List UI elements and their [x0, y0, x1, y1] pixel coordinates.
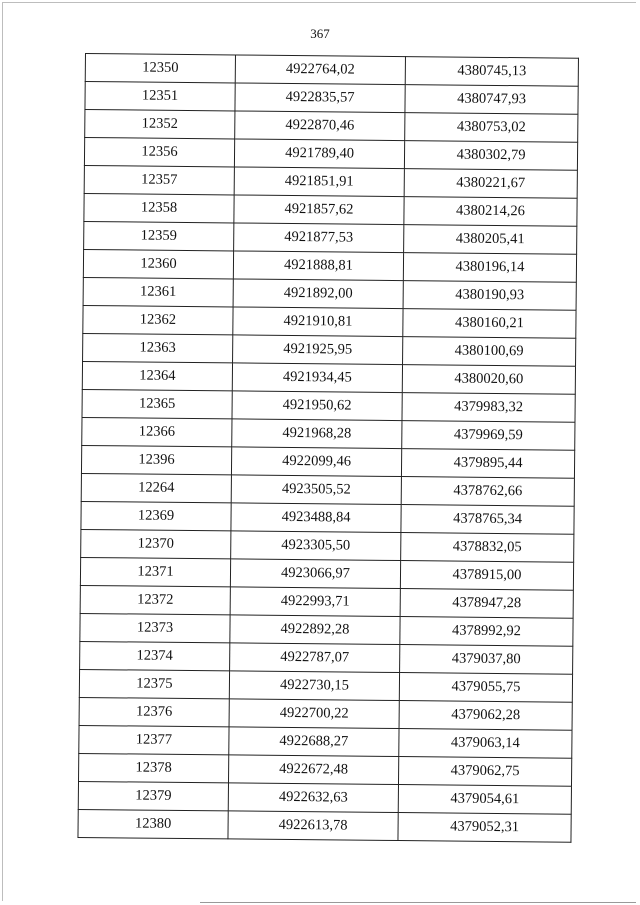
table-row	[79, 725, 572, 758]
x-coordinate-cell: 4922892,28	[230, 615, 400, 645]
y-coordinate-cell: 4378762,66	[401, 477, 574, 507]
x-coordinate-cell: 4922099,46	[231, 447, 401, 477]
coordinates-table	[77, 53, 579, 843]
y-coordinate-cell: 4380745,13	[405, 57, 578, 87]
y-coordinate-cell: 4380302,79	[404, 141, 577, 171]
point-number-cell: 12351	[85, 82, 235, 111]
y-coordinate-cell: 4378915,00	[400, 561, 573, 591]
x-coordinate-cell: 4922672,48	[229, 755, 399, 785]
x-coordinate-cell: 4923305,50	[231, 531, 401, 561]
point-number-cell: 12378	[79, 753, 229, 782]
point-number-cell: 12356	[84, 138, 234, 167]
table-row	[83, 333, 576, 366]
table-row	[82, 361, 575, 394]
point-number-cell: 12358	[84, 193, 234, 222]
y-coordinate-cell: 4380753,02	[405, 113, 578, 143]
table-row	[84, 165, 577, 198]
point-number-cell: 12376	[79, 697, 229, 726]
y-coordinate-cell: 4380020,60	[402, 365, 575, 395]
x-coordinate-cell: 4921888,81	[233, 251, 403, 281]
table-row	[80, 585, 573, 618]
table-row	[83, 249, 576, 282]
point-number-cell: 12379	[78, 781, 228, 810]
y-coordinate-cell: 4379054,61	[398, 785, 571, 815]
x-coordinate-cell: 4922787,07	[230, 643, 400, 673]
point-number-cell: 12370	[81, 529, 231, 558]
table-row	[80, 613, 573, 646]
point-number-cell: 12363	[83, 333, 233, 362]
point-number-cell: 12396	[81, 445, 231, 474]
y-coordinate-cell: 4379969,59	[402, 421, 575, 451]
point-number-cell: 12362	[83, 305, 233, 334]
table-row	[85, 110, 578, 143]
table-row	[79, 753, 572, 786]
y-coordinate-cell: 4380747,93	[405, 85, 578, 115]
point-number-cell: 12369	[81, 501, 231, 530]
page-number: 367	[310, 26, 330, 41]
y-coordinate-cell: 4379895,44	[401, 449, 574, 479]
point-number-cell: 12357	[84, 165, 234, 194]
x-coordinate-cell: 4922688,27	[229, 727, 399, 757]
point-number-cell: 12371	[80, 557, 230, 586]
y-coordinate-cell: 4380214,26	[404, 197, 577, 227]
table-row	[78, 809, 571, 842]
x-coordinate-cell: 4922870,46	[235, 111, 405, 141]
x-coordinate-cell: 4921934,45	[232, 363, 402, 393]
x-coordinate-cell: 4921892,00	[233, 279, 403, 309]
table-row	[84, 221, 577, 254]
y-coordinate-cell: 4380196,14	[403, 253, 576, 283]
table-row	[81, 529, 574, 562]
x-coordinate-cell: 4921950,62	[232, 391, 402, 421]
y-coordinate-cell: 4379063,14	[399, 729, 572, 759]
y-coordinate-cell: 4380190,93	[403, 281, 576, 311]
table-row	[81, 473, 574, 506]
x-coordinate-cell: 4923488,84	[231, 503, 401, 533]
x-coordinate-cell: 4921910,81	[233, 307, 403, 337]
table-row	[82, 417, 575, 450]
y-coordinate-cell: 4379062,75	[398, 757, 571, 787]
point-number-cell: 12361	[83, 277, 233, 306]
point-number-cell: 12372	[80, 585, 230, 614]
x-coordinate-cell: 4921925,95	[233, 335, 403, 365]
x-coordinate-cell: 4922764,02	[235, 55, 405, 85]
point-number-cell: 12350	[85, 54, 235, 83]
table-row	[85, 82, 578, 115]
y-coordinate-cell: 4380160,21	[403, 309, 576, 339]
y-coordinate-cell: 4378947,28	[400, 589, 573, 619]
y-coordinate-cell: 4378992,92	[400, 617, 573, 647]
y-coordinate-cell: 4380100,69	[403, 337, 576, 367]
y-coordinate-cell: 4379052,31	[398, 813, 571, 843]
x-coordinate-cell: 4923066,97	[230, 559, 400, 589]
table-row	[83, 277, 576, 310]
x-coordinate-cell: 4921851,91	[234, 167, 404, 197]
x-coordinate-cell: 4922835,57	[235, 83, 405, 113]
x-coordinate-cell: 4921968,28	[232, 419, 402, 449]
y-coordinate-cell: 4380205,41	[404, 225, 577, 255]
table-row	[82, 389, 575, 422]
point-number-cell: 12366	[82, 417, 232, 446]
x-coordinate-cell: 4921789,40	[234, 139, 404, 169]
table-row	[79, 697, 572, 730]
table-row	[80, 557, 573, 590]
y-coordinate-cell: 4379055,75	[399, 673, 572, 703]
point-number-cell: 12352	[85, 110, 235, 139]
coordinates-table-body	[78, 54, 579, 843]
page-bottom-edge	[200, 902, 636, 903]
point-number-cell: 12359	[84, 221, 234, 250]
x-coordinate-cell: 4921877,53	[234, 223, 404, 253]
y-coordinate-cell: 4379037,80	[400, 645, 573, 675]
point-number-cell: 12380	[78, 809, 228, 838]
point-number-cell: 12365	[82, 389, 232, 418]
table-row	[84, 138, 577, 171]
point-number-cell: 12377	[79, 725, 229, 754]
x-coordinate-cell: 4923505,52	[231, 475, 401, 505]
y-coordinate-cell: 4379062,28	[399, 701, 572, 731]
table-row	[78, 781, 571, 814]
x-coordinate-cell: 4922700,22	[229, 699, 399, 729]
y-coordinate-cell: 4378765,34	[401, 505, 574, 535]
table-row	[81, 445, 574, 478]
x-coordinate-cell: 4921857,62	[234, 195, 404, 225]
table-row	[84, 193, 577, 226]
x-coordinate-cell: 4922993,71	[230, 587, 400, 617]
point-number-cell: 12264	[81, 473, 231, 502]
y-coordinate-cell: 4378832,05	[401, 533, 574, 563]
y-coordinate-cell: 4379983,32	[402, 393, 575, 423]
table-row	[80, 641, 573, 674]
point-number-cell: 12374	[80, 641, 230, 670]
table-row	[81, 501, 574, 534]
x-coordinate-cell: 4922632,63	[228, 783, 398, 813]
point-number-cell: 12360	[83, 249, 233, 278]
point-number-cell: 12375	[79, 669, 229, 698]
table-row	[83, 305, 576, 338]
table-row	[85, 54, 578, 87]
point-number-cell: 12364	[82, 361, 232, 390]
y-coordinate-cell: 4380221,67	[404, 169, 577, 199]
point-number-cell: 12373	[80, 613, 230, 642]
table-row	[79, 669, 572, 702]
x-coordinate-cell: 4922730,15	[229, 671, 399, 701]
x-coordinate-cell: 4922613,78	[228, 811, 398, 841]
